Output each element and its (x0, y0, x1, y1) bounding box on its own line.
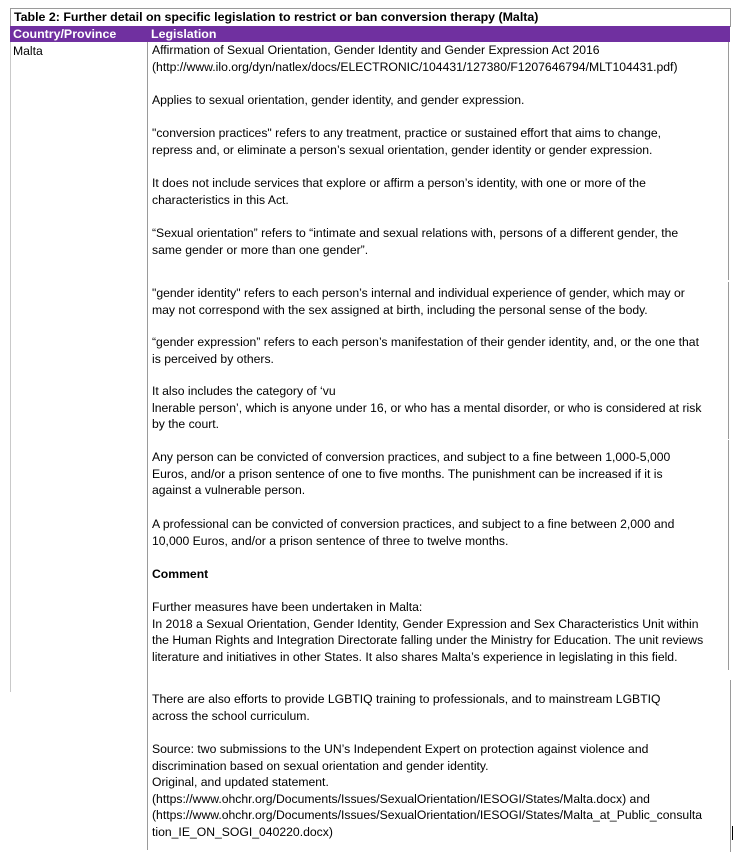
left-border (10, 42, 11, 692)
text-cursor (732, 826, 733, 840)
legislation-paragraph: “gender expression” refers to each person’s manifestation of their gender identity, and, or the one that is perceived by others. (152, 335, 699, 366)
comment-heading: Comment (152, 567, 209, 581)
legislation-paragraph: Affirmation of Sexual Orientation, Gender Identity and Gender Expression Act 2016 (http://www.ilo.org/dyn/natlex/docs/ELECTRONIC/104431/127380/F1207646794/MLT104431.pdf) (152, 43, 678, 74)
legislation-paragraph: “Sexual orientation” refers to “intimate and sexual relations with, persons of a different gender, the same gender or more than one gender”. (152, 226, 679, 257)
legislation-paragraph: A professional can be convicted of conversion practices, and subject to a fine between 2,000 and 10,000 Euros, and/or a prison sentence of three to twelve months. (152, 517, 675, 548)
header-country-province: Country/Province (13, 27, 117, 41)
legislation-paragraph: "conversion practices" refers to any treatment, practice or sustained effort that aims to change, repress and, or eliminate a person’s sexual orientation, gender identity or gender expression. (152, 126, 662, 157)
legislation-paragraph: Applies to sexual orientation, gender identity, and gender expression. (152, 93, 525, 107)
legislation-paragraph: It also includes the category of ‘vu lnerable person’, which is anyone under 16, or who has a mental disorder, or who is considered at risk by the court. (152, 384, 702, 432)
country-cell: Malta (13, 44, 43, 58)
legislation-paragraph: Any person can be convicted of conversion practices, and subject to a fine between 1,000-5,000 Euros, and/or a prison sentence of one to five months. The punishment can be increased if it is against a vulnerable person. (152, 450, 671, 498)
legislation-paragraph: "gender identity" refers to each person’s internal and individual experience of gender, which may or may not correspond with the sex assigned at birth, including the personal sense of the body. (152, 286, 685, 317)
legislation-paragraph: There are also efforts to provide LGBTIQ training to professionals, and to mainstream LGBTIQ across the school curriculum. (152, 692, 661, 723)
column-divider (147, 42, 148, 850)
legislation-paragraph: Further measures have been undertaken in Malta: In 2018 a Sexual Orientation, Gender Identity, Gender Expression and Sex Characteristics Unit within the Human Rights and Integration Directorate falling under the Ministry for Education. The unit reviews literature and initiatives in other States. It also shares Malta’s experience in legislating in this field. (152, 600, 704, 664)
header-legislation: Legislation (151, 27, 217, 41)
source-paragraph: Source: two submissions to the UN’s Independent Expert on protection against violence and discrimination based on sexual orientation and gender identity. Original, and updated statement. (https://www.ohchr.org/Documents/Issues/SexualOrientation/IESOGI/States/Malta.docx) and (https://www.ohchr.org/Documents/Issues/SexualOrientation/IESOGI/States/Malta_at_Public_consulta tion_IE_ON_SOGI_040220.docx) (152, 742, 703, 839)
table-title: Table 2: Further detail on specific legislation to restrict or ban conversion therapy (Malta) (10, 8, 731, 27)
legislation-paragraph: It does not include services that explore or affirm a person’s identity, with one or more of the characteristics in this Act. (152, 176, 646, 207)
table-header-row (10, 26, 730, 42)
